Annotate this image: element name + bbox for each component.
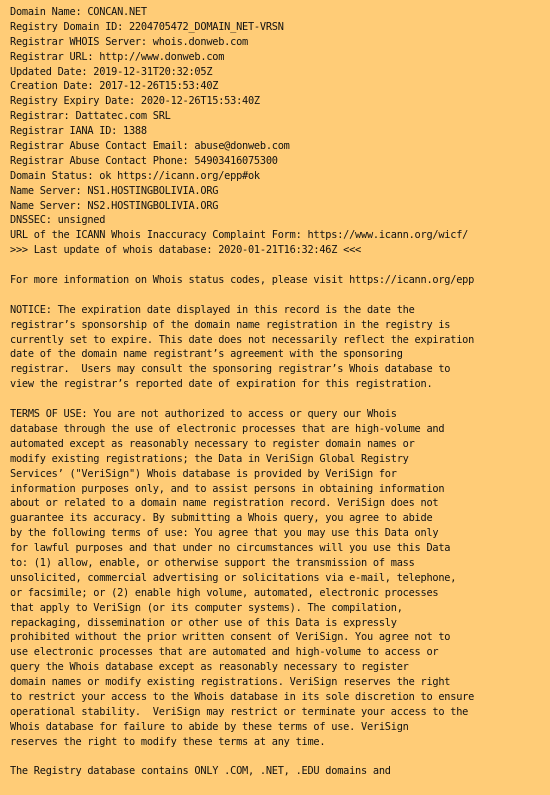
- terms-line: about or related to a domain name registration record. VeriSign does not: [10, 497, 439, 510]
- creation-date-line: Creation Date: 2017-12-26T15:53:40Z: [10, 80, 219, 93]
- registry-info-line: The Registry database contains ONLY .COM, .NET, .EDU domains and: [10, 765, 391, 778]
- terms-line: by the following terms of use: You agree that you may use this Data only: [10, 527, 439, 540]
- domain-status-line: Domain Status: ok https://icann.org/epp#ok: [10, 169, 260, 182]
- blank-line: [10, 258, 546, 273]
- terms-line: reserves the right to modify these terms at any time.: [10, 735, 326, 748]
- notice-section: [10, 303, 546, 392]
- last-update-line: >>> Last update of whois database: 2020-01-21T16:32:46Z <<<: [10, 244, 362, 257]
- status-info-section: [10, 273, 546, 288]
- terms-line: unsolicited, commercial advertising or solicitations via e-mail, telephone,: [10, 571, 457, 584]
- registrar-whois-server-line: Registrar WHOIS Server: whois.donweb.com: [10, 35, 248, 48]
- whois-text-area: [10, 5, 546, 779]
- domain-name-line: Domain Name: CONCAN.NET: [10, 6, 147, 18]
- registry-domain-id-line: Registry Domain ID: 2204705472_DOMAIN_NET-VRSN: [10, 20, 284, 33]
- terms-line: to restrict your access to the Whois database in its sole discretion to ensure: [10, 690, 475, 703]
- terms-line: that apply to VeriSign (or its computer systems). The compilation,: [10, 601, 403, 614]
- terms-line: Whois database for failure to abide by these terms of use. VeriSign: [10, 720, 409, 733]
- terms-line: for lawful purposes and that under no circumstances will you use this Data: [10, 542, 451, 555]
- terms-line: domain names or modify existing registrations. VeriSign reserves the right: [10, 676, 451, 689]
- terms-line: use electronic processes that are automated and high-volume to access or: [10, 646, 439, 659]
- terms-line: operational stability. VeriSign may restrict or terminate your access to the: [10, 705, 469, 718]
- registrar-abuse-phone-line: Registrar Abuse Contact Phone: 54903416075300: [10, 154, 278, 167]
- terms-line: TERMS OF USE: You are not authorized to access or query our Whois: [10, 408, 397, 421]
- blank-line: [10, 288, 546, 303]
- terms-of-use-section: [10, 407, 546, 749]
- name-server-2-line: Name Server: NS2.HOSTINGBOLIVIA.ORG: [10, 199, 219, 212]
- updated-date-line: Updated Date: 2019-12-31T20:32:05Z: [10, 65, 213, 78]
- notice-line: registrar’s sponsorship of the domain name registration in the registry is: [10, 318, 451, 331]
- terms-line: Services’ ("VeriSign") Whois database is provided by VeriSign for: [10, 467, 397, 480]
- terms-line: guarantee its accuracy. By submitting a Whois query, you agree to abide: [10, 512, 433, 525]
- whois-record-section: [10, 5, 546, 258]
- terms-line: prohibited without the prior written consent of VeriSign. You agree not to: [10, 631, 451, 644]
- icann-complaint-form-line: URL of the ICANN Whois Inaccuracy Complaint Form: https://www.icann.org/wicf/: [10, 229, 469, 242]
- blank-line: [10, 392, 546, 407]
- notice-line: currently set to expire. This date does not necessarily reflect the expiration: [10, 333, 475, 346]
- blank-line: [10, 750, 546, 765]
- terms-line: query the Whois database except as reasonably necessary to register: [10, 661, 409, 674]
- name-server-1-line: Name Server: NS1.HOSTINGBOLIVIA.ORG: [10, 184, 219, 197]
- registrar-url-line: Registrar URL: http://www.donweb.com: [10, 50, 225, 63]
- registrar-iana-id-line: Registrar IANA ID: 1388: [10, 125, 147, 138]
- notice-line: date of the domain name registrant’s agreement with the sponsoring: [10, 348, 403, 361]
- terms-line: or facsimile; or (2) enable high volume, automated, electronic processes: [10, 586, 439, 599]
- registry-info-section: [10, 764, 546, 779]
- terms-line: database through the use of electronic processes that are high-volume and: [10, 422, 445, 435]
- notice-line: view the registrar’s reported date of expiration for this registration.: [10, 378, 433, 391]
- terms-line: automated except as reasonably necessary to register domain names or: [10, 437, 415, 450]
- registrar-abuse-email-line: Registrar Abuse Contact Email: abuse@donweb.com: [10, 140, 290, 153]
- notice-line: registrar. Users may consult the sponsoring registrar’s Whois database to: [10, 363, 451, 376]
- registrar-line: Registrar: Dattatec.com SRL: [10, 110, 171, 123]
- terms-line: to: (1) allow, enable, or otherwise support the transmission of mass: [10, 556, 415, 569]
- registry-expiry-date-line: Registry Expiry Date: 2020-12-26T15:53:40Z: [10, 95, 260, 108]
- terms-line: repackaging, dissemination or other use of this Data is expressly: [10, 616, 397, 629]
- status-info-line: For more information on Whois status codes, please visit https://icann.org/epp: [10, 274, 475, 287]
- terms-line: modify existing registrations; the Data in VeriSign Global Registry: [10, 452, 409, 465]
- notice-line: NOTICE: The expiration date displayed in this record is the date the: [10, 303, 415, 316]
- terms-line: information purposes only, and to assist persons in obtaining information: [10, 482, 445, 495]
- dnssec-line: DNSSEC: unsigned: [10, 214, 106, 227]
